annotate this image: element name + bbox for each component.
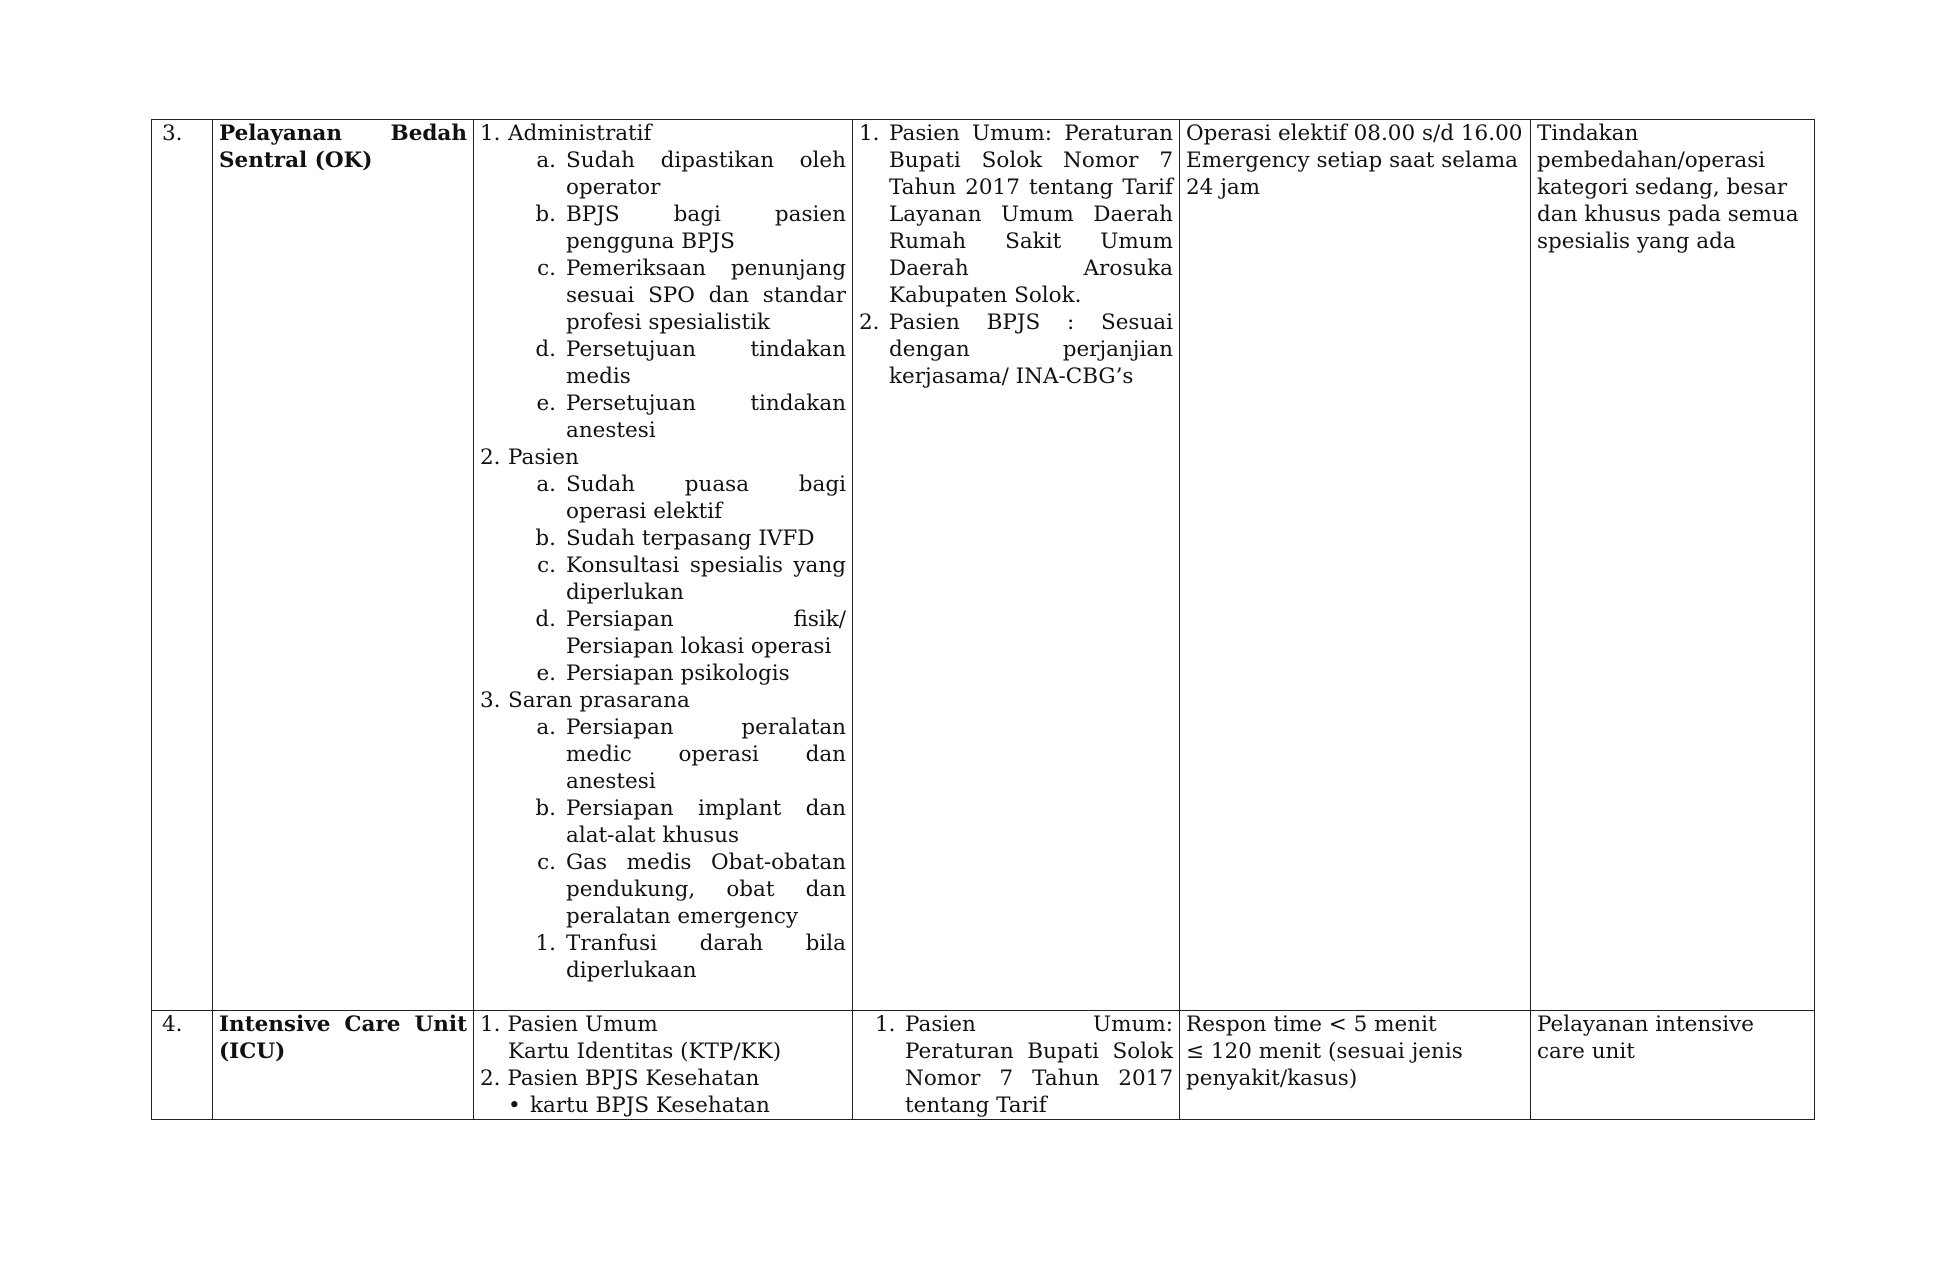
- time-line: Respon time < 5 menit: [1186, 1012, 1437, 1037]
- service-time-cell: [1180, 120, 1531, 1011]
- requirement-label: Pasien: [508, 445, 579, 470]
- list-number: 1.: [480, 121, 501, 146]
- list-item: 1. Pasien Umum: Peraturan Bupati Solok Nomor 7 Tahun 2017 tentang Tarif: [875, 1012, 1173, 1118]
- tariff-cell: [853, 120, 1180, 1011]
- requirement-detail: Kartu Identitas (KTP/KK): [508, 1039, 782, 1064]
- service-name: Pelayanan Bedah Sentral (OK): [213, 120, 474, 1011]
- list-item: b. Sudah terpasang IVFD: [535, 526, 815, 551]
- requirement-group: [480, 687, 846, 984]
- list-number: 3.: [480, 688, 501, 713]
- list-item: d. Persetujuan tindakan medis: [535, 337, 846, 389]
- list-item: c. Konsultasi spesialis yang diperlukan: [537, 553, 846, 605]
- requirement-label: 1. Pasien Umum: [480, 1012, 658, 1037]
- requirement-group: [480, 444, 846, 687]
- tariff-cell: [853, 1011, 1180, 1120]
- table-row: [152, 1011, 1815, 1120]
- table-row: [152, 120, 1815, 1011]
- list-item: e. Persiapan psikologis: [536, 661, 790, 686]
- list-item: c. Pemeriksaan penunjang sesuai SPO dan standar profesi spesialistik: [537, 256, 846, 335]
- requirements-cell: [474, 120, 853, 1011]
- row-number: 4.: [152, 1011, 213, 1120]
- requirement-group: [480, 120, 846, 444]
- list-item: a. Sudah dipastikan oleh operator: [536, 148, 846, 200]
- list-item: a. Sudah puasa bagi operasi elektif: [536, 472, 846, 524]
- list-item: a. Persiapan peralatan medic operasi dan anestesi: [536, 715, 846, 794]
- list-item: d. Persiapan fisik/ Persiapan lokasi operasi: [535, 607, 846, 659]
- service-product-cell: Pelayanan intensive care unit: [1531, 1011, 1815, 1120]
- list-item: 2. Pasien BPJS : Sesuai dengan perjanjian kerjasama/ INA-CBG’s: [859, 310, 1173, 389]
- list-item: 1. Pasien Umum: Peraturan Bupati Solok Nomor 7 Tahun 2017 tentang Tarif Layanan Umum Daerah Rumah Sakit Umum Daerah Arosuka Kabupaten Solok.: [859, 121, 1173, 308]
- list-item: c. Gas medis Obat-obatan pendukung, obat dan peralatan emergency: [537, 850, 846, 929]
- requirements-cell: [474, 1011, 853, 1120]
- time-line: Emergency setiap saat selama 24 jam: [1186, 148, 1518, 200]
- list-item: • kartu BPJS Kesehatan: [508, 1093, 770, 1118]
- requirement-label: Administratif: [508, 121, 652, 146]
- time-line: Operasi elektif 08.00 s/d 16.00: [1186, 121, 1523, 146]
- service-time-cell: [1180, 1011, 1531, 1120]
- requirement-label: 2. Pasien BPJS Kesehatan: [480, 1066, 760, 1091]
- service-name: Intensive Care Unit (ICU): [213, 1011, 474, 1120]
- requirement-label: Saran prasarana: [508, 688, 690, 713]
- list-item: e. Persetujuan tindakan anestesi: [536, 391, 846, 443]
- service-product-cell: Tindakan pembedahan/operasi kategori sedang, besar dan khusus pada semua spesialis yang ada: [1531, 120, 1815, 1011]
- list-number: 2.: [480, 445, 501, 470]
- list-item: b. Persiapan implant dan alat-alat khusus: [535, 796, 846, 848]
- service-standard-table: [151, 119, 1815, 1120]
- list-item: 1. Tranfusi darah bila diperlukaan: [535, 931, 846, 983]
- time-line: ≤ 120 menit (sesuai jenis penyakit/kasus): [1186, 1039, 1463, 1091]
- row-number: 3.: [152, 120, 213, 1011]
- list-item: b. BPJS bagi pasien pengguna BPJS: [535, 202, 846, 254]
